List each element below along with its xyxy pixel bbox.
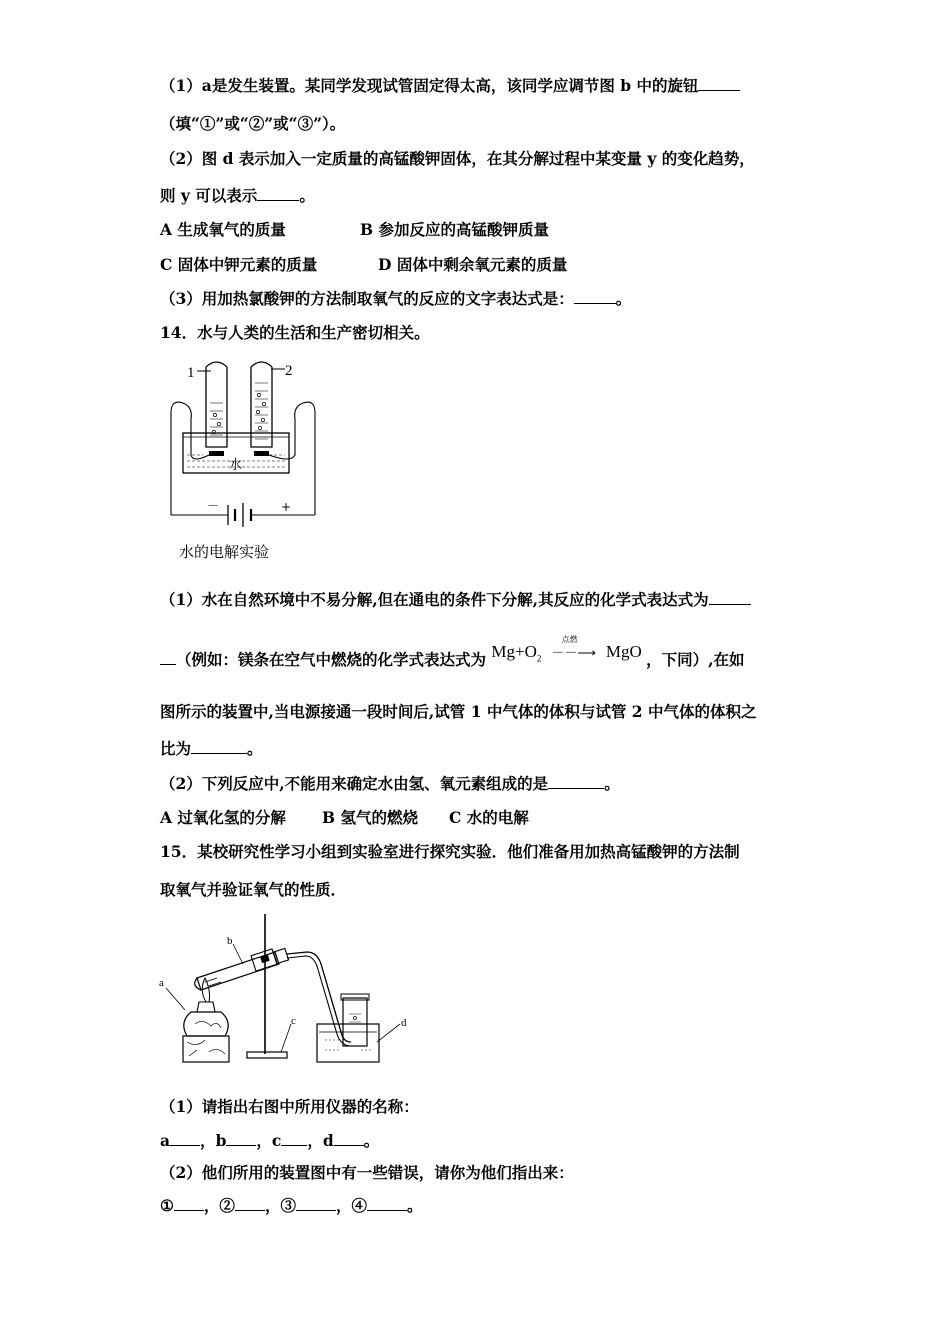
q13-option-b: B 参加反应的高锰酸钾质量: [360, 220, 549, 239]
label-b: b: [227, 935, 233, 947]
q13-option-a: A 生成氧气的质量: [160, 220, 286, 239]
q13-option-d: D 固体中剩余氧元素的质量: [378, 255, 568, 274]
q15-part2-answers: ① ，② ，③ ，④ 。: [160, 1196, 423, 1215]
answer-blank[interactable]: [257, 186, 299, 201]
equation-arrow: 点燃 －－⟶: [546, 642, 602, 663]
answer-blank-c[interactable]: [281, 1131, 307, 1146]
water-electrolysis-figure: [163, 355, 323, 567]
answer-blank-2[interactable]: [235, 1196, 265, 1211]
q15-part1: （1）请指出右图中所用仪器的名称：: [160, 1097, 419, 1116]
q13-option-c: C 固体中钾元素的质量: [160, 255, 318, 274]
q15-part1-answers: a ，b ，c ，d 。: [160, 1131, 380, 1150]
q13-part1-line1: [160, 76, 740, 96]
negative-terminal-label: －: [207, 499, 220, 513]
q14-part1-line3: 图所示的装置中,当电源接通一段时间后,试管 1 中气体的体积与试管 2 中气体的体积之: [160, 702, 757, 721]
label-a: a: [159, 977, 164, 989]
q14-option-b: B 氢气的燃烧: [322, 808, 418, 827]
q14-option-a: A 过氧化氢的分解: [160, 808, 286, 827]
q13-part1-line2: （填“①”或“②”或“③”）。: [160, 114, 346, 133]
answer-blank-4[interactable]: [367, 1196, 407, 1211]
answer-blank-a[interactable]: [170, 1131, 200, 1146]
q14-part1-line2: （例如：镁条在空气中燃烧的化学式表达式为 $Mg+O_2$ 点燃 －－⟶ MgO ，下同）,在如: [160, 650, 744, 676]
q15-title-line2: 取氧气并验证氧气的性质．: [160, 880, 347, 899]
answer-blank[interactable]: [160, 650, 176, 665]
tube-label-2: 2: [285, 363, 293, 379]
q14-title: 14．水与人类的生活和生产密切相关。: [160, 323, 430, 342]
answer-blank-d[interactable]: [334, 1131, 364, 1146]
positive-terminal-label: +: [281, 500, 292, 514]
q14-part1-line1: （1）水在自然环境中不易分解,但在通电的条件下分解,其反应的化学式表达式为: [160, 590, 751, 610]
label-c: c: [291, 1015, 296, 1027]
q14-part1-line4: 比为 。: [160, 739, 263, 758]
q15-title-line1: 15．某校研究性学习小组到实验室进行探究实验．他们准备用加热高锰酸钾的方法制: [160, 842, 740, 861]
q13-part1-text: （1）a是发生装置。某同学发现试管固定得太高，该同学应调节图 b 中的旋钮: [160, 76, 699, 95]
label-d: d: [401, 1017, 407, 1029]
condition-label: 点燃: [561, 635, 578, 644]
water-label: 水: [229, 458, 243, 473]
answer-blank-3[interactable]: [296, 1196, 336, 1211]
figure-caption: 水的电解实验: [179, 543, 270, 561]
oxygen-preparation-apparatus-figure: [157, 912, 417, 1067]
answer-blank[interactable]: [191, 739, 247, 754]
tube-label-1: 1: [187, 365, 195, 381]
q13-part2-text: 则 y 可以表示: [160, 186, 258, 205]
answer-blank[interactable]: [698, 76, 740, 91]
q13-part2-line2: 则 y 可以表示 。: [160, 186, 315, 205]
answer-blank-1[interactable]: [174, 1196, 204, 1211]
q15-part2: （2）他们所用的装置图中有一些错误，请你为他们指出来：: [160, 1163, 574, 1182]
answer-blank[interactable]: [709, 590, 751, 605]
q14-option-c: C 水的电解: [449, 808, 529, 827]
q13-part3: （3）用加热氯酸钾的方法制取氧气的反应的文字表达式是： 。: [160, 289, 632, 308]
answer-blank-b[interactable]: [226, 1131, 256, 1146]
q14-part2: （2）下列反应中,不能用来确定水由氢、氧元素组成的是 。: [160, 774, 620, 793]
q13-part2-line1: （2）图 d 表示加入一定质量的高锰酸钾固体，在其分解过程中某变量 y 的变化趋势，: [160, 149, 755, 168]
answer-blank[interactable]: [548, 774, 604, 789]
equation: $Mg+O_2$ 点燃 －－⟶ MgO: [491, 642, 646, 661]
answer-blank[interactable]: [574, 289, 616, 304]
